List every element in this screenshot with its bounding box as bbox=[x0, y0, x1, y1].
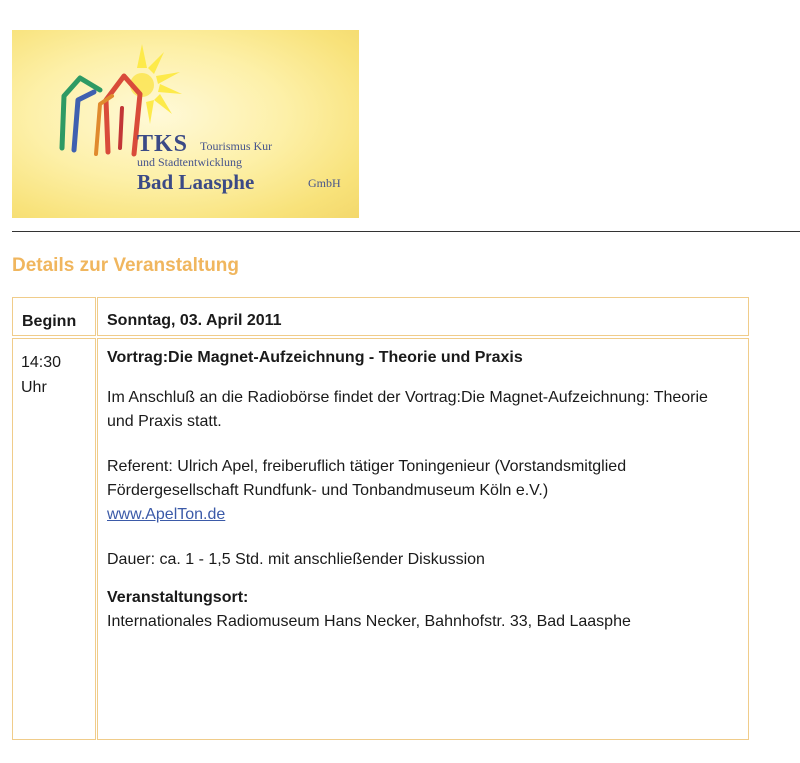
event-time bbox=[21, 350, 81, 400]
event-description: Im Anschluß an die Radiobörse findet der Vortrag:Die Magnet-Aufzeichnung: Theorie und Praxis statt. bbox=[107, 389, 708, 430]
event-duration: Dauer: ca. 1 - 1,5 Std. mit anschließender Diskussion bbox=[107, 551, 485, 568]
talk-title: Vortrag:Die Magnet-Aufzeichnung - Theorie und Praxis bbox=[107, 349, 523, 366]
logo-suffix: GmbH bbox=[308, 176, 341, 190]
speaker-info: Referent: Ulrich Apel, freiberuflich tätiger Toningenieur (Vorstandsmitglied Fördergesellschaft Rundfunk- und Tonbandmuseum Köln e.V.) bbox=[107, 458, 627, 499]
event-details bbox=[107, 346, 737, 634]
logo-brand: TKS bbox=[137, 131, 189, 157]
venue-label: Veranstaltungsort: bbox=[107, 589, 249, 606]
page-title: Details zur Veranstaltung bbox=[12, 255, 240, 276]
venue-address: Internationales Radiomuseum Hans Necker, Bahnhofstr. 33, Bad Laasphe bbox=[107, 613, 631, 630]
logo-tagline-1: Tourismus Kur bbox=[200, 139, 273, 153]
divider bbox=[12, 231, 800, 232]
time-unit: Uhr bbox=[21, 379, 47, 396]
event-date: Sonntag, 03. April 2011 bbox=[107, 312, 282, 329]
figures-icon bbox=[62, 76, 140, 154]
logo bbox=[12, 30, 359, 218]
logo-city: Bad Laasphe bbox=[137, 170, 255, 194]
logo-tagline-2: und Stadtentwicklung bbox=[137, 155, 242, 169]
begin-label: Beginn bbox=[22, 313, 77, 330]
speaker-website-link[interactable]: www.ApelTon.de bbox=[107, 506, 226, 523]
time-value: 14:30 bbox=[21, 354, 62, 371]
